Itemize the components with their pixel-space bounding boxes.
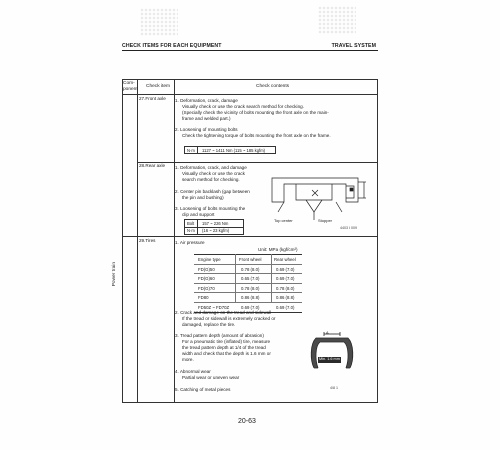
pressure-header-cell: Rear wheel xyxy=(274,257,296,262)
tire-tread-figure xyxy=(306,330,358,374)
figure-label-stopper: Stopper xyxy=(318,218,333,223)
pressure-cell: 0.69 (7.0) xyxy=(241,304,260,310)
text-line: 5. Catching of metal pieces xyxy=(175,387,231,392)
pressure-header-cell: Front wheel xyxy=(239,257,262,262)
column-header-contents: Check contents xyxy=(256,84,290,89)
pressure-cell: FD(G)50 xyxy=(198,266,215,272)
pressure-cell: 0.69 (7.0) xyxy=(276,304,295,310)
pressure-cell: 0.69 (7.0) xyxy=(276,276,295,281)
pressure-cell: 0.78 (8.0) xyxy=(241,285,260,291)
text-line: 3. Tread pattern depth (amount of abrasion) xyxy=(175,333,264,338)
tread-marker: A xyxy=(326,330,329,335)
column-header-component: Com- ponent xyxy=(123,81,138,92)
text-line: 1. Air pressure xyxy=(175,240,205,245)
pressure-cell: 0.65 (7.0) xyxy=(241,276,260,281)
text-line: 2. Crack and damage on the tread and sidewall xyxy=(175,310,272,315)
pressure-header-cell: Engine type xyxy=(198,257,221,262)
bolt-label: Bolt xyxy=(187,221,195,226)
column-header-item: Check item xyxy=(146,84,170,89)
text-line: 4. Abnormal wear xyxy=(175,369,211,374)
tread-depth-label: Min. 1.6 mm xyxy=(319,357,340,361)
pressure-cell: 0.69 (7.0) xyxy=(276,266,295,272)
header-left: CHECK ITEMS FOR EACH EQUIPMENT xyxy=(122,43,222,49)
plate-divider xyxy=(184,227,244,228)
header-right: TRAVEL SYSTEM xyxy=(331,43,376,49)
text-line: damaged, replace the tire. xyxy=(182,322,236,327)
page-number: 20-63 xyxy=(238,418,256,425)
figure-label-top-center: Top center xyxy=(274,218,293,223)
pressure-cell: 0.86 (8.8) xyxy=(276,295,295,300)
pressure-cell: FD50Z ~ FD70Z xyxy=(198,304,230,310)
header-rule xyxy=(122,50,378,51)
header-row-divider xyxy=(123,94,377,95)
table-row xyxy=(194,265,302,275)
text-line: 1. Deformation, crack, and damage xyxy=(175,165,247,170)
figure-code: 4/8 1 xyxy=(330,386,338,390)
item-front-axle: 27.Front axle xyxy=(139,96,166,101)
pressure-cell: 0.78 (8.0) xyxy=(276,285,295,291)
pressure-cell: FD80 xyxy=(198,295,209,300)
text-line: the pin and bushing) xyxy=(182,195,224,200)
text-line: frame and welded part.) xyxy=(182,116,231,121)
text-line: If the tread or sidewall is extremely cracked or xyxy=(182,316,276,321)
pressure-cell: FD(G)70 xyxy=(198,285,215,291)
text-line: more. xyxy=(182,357,194,362)
pressure-cell: FD(G)60 xyxy=(198,276,215,281)
plate-divider xyxy=(197,146,198,154)
scan-artifact xyxy=(318,6,356,34)
scan-artifact xyxy=(140,8,178,36)
torque-kgfm: (16 ~ 23 kgfm) xyxy=(202,228,230,233)
table-row xyxy=(194,293,302,303)
text-line: clip and support xyxy=(182,212,215,217)
bolt-torque: 157 ~ 226 Nm xyxy=(202,221,229,226)
text-line: For a pneumatic tire (inflated) tire, measure xyxy=(182,339,271,344)
text-line: Check the tightening torque of bolts mounting the front axle on the frame. xyxy=(182,133,331,138)
text-line: Visually check or use the crack xyxy=(182,171,245,176)
figure-code: 4403 I 009 xyxy=(340,226,357,230)
text-line: 2. Center pin backlash (gap between xyxy=(175,189,250,194)
pressure-table-divider xyxy=(271,254,272,302)
rear-axle-figure xyxy=(262,172,374,224)
text-line: (Specially check the vicinity of bolts mounting the front axle on the main- xyxy=(182,110,329,115)
pressure-table-header xyxy=(194,255,302,265)
text-line: Visually check or use the crack search method for checking. xyxy=(182,104,304,109)
pressure-unit: Unit: MPa (kgf/cm²) xyxy=(258,247,298,252)
text-line: the tread pattern depth at 1/4 of the tread xyxy=(182,345,266,350)
column-divider xyxy=(137,80,138,402)
text-line: width and check that the depth is 1.6 mm or xyxy=(182,351,271,356)
pressure-cell: 0.86 (8.8) xyxy=(241,295,260,300)
text-line: Partial wear or uneven wear xyxy=(182,375,240,380)
text-line: 3. Loosening of bolts mounting the xyxy=(175,206,246,211)
row-divider xyxy=(123,236,377,237)
torque-value: 1127 ~ 1411 Nm (115 ~ 185 kgfm) xyxy=(202,148,266,153)
group-label-power-train: Power train xyxy=(112,262,117,287)
text-line: 1. Deformation, crack, damage xyxy=(175,98,238,103)
item-rear-axle: 28.Rear axle xyxy=(139,163,166,168)
torque-unit: N·m xyxy=(187,148,195,153)
tire-pressure-table xyxy=(194,254,302,313)
pressure-cell: 0.78 (8.0) xyxy=(241,266,260,272)
row-divider xyxy=(137,162,377,163)
table-row xyxy=(194,274,302,284)
pressure-table-divider xyxy=(235,254,236,302)
item-tires: 29.Tires xyxy=(139,238,156,243)
text-line: search method for checking. xyxy=(182,177,240,182)
text-line: 2. Loosening of mounting bolts xyxy=(175,127,238,132)
table-row xyxy=(194,284,302,294)
torque-unit: N·m xyxy=(187,228,195,233)
